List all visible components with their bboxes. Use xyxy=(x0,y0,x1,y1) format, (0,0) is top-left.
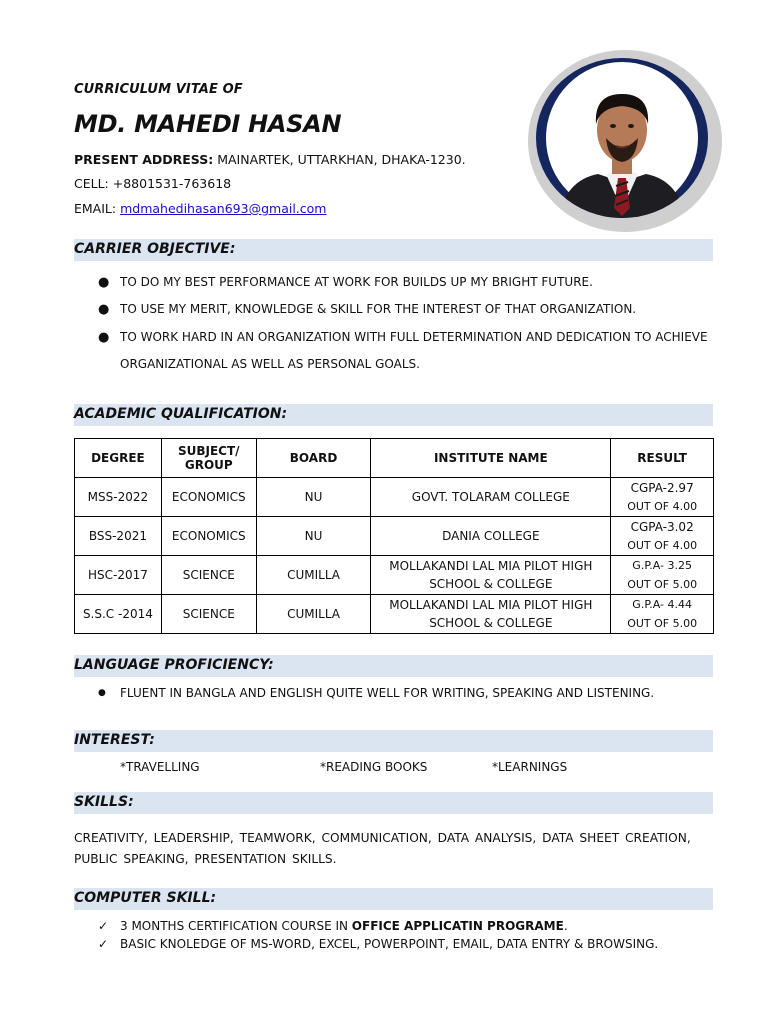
header-degree: DEGREE xyxy=(75,439,162,478)
computer-text-prefix: 3 MONTHS CERTIFICATION COURSE IN xyxy=(120,919,352,933)
language-section-bar xyxy=(74,655,713,677)
academic-title: ACADEMIC QUALIFICATION: xyxy=(74,406,288,422)
table-row xyxy=(75,478,714,517)
header-result: RESULT xyxy=(611,439,714,478)
result-value: G.P.A- 3.25 xyxy=(632,559,692,572)
computer-section-bar xyxy=(74,888,713,910)
cell-board: NU xyxy=(256,478,371,517)
skills-section-bar xyxy=(74,792,713,814)
cv-label: CURRICULUM VITAE OF xyxy=(74,82,243,97)
table-row xyxy=(75,517,714,556)
bullet-icon: ● xyxy=(98,302,110,317)
skills-title: SKILLS: xyxy=(74,794,134,810)
institute-line: SCHOOL & COLLEGE xyxy=(429,616,553,630)
header-institute: INSTITUTE NAME xyxy=(371,439,611,478)
cell-subject: ECONOMICS xyxy=(161,517,256,556)
result-value: CGPA-2.97 xyxy=(630,480,694,495)
check-icon: ✓ xyxy=(98,919,109,933)
computer-text-suffix: . xyxy=(563,919,568,933)
cell-board: NU xyxy=(256,517,371,556)
computer-text xyxy=(120,919,568,933)
computer-text: BASIC KNOLEDGE OF MS-WORD, EXCEL, POWERPOINT, EMAIL, DATA ENTRY & BROWSING. xyxy=(120,937,659,951)
objective-text: TO DO MY BEST PERFORMANCE AT WORK FOR BUILDS UP MY BRIGHT FUTURE. xyxy=(120,275,593,289)
cell-institute xyxy=(371,556,611,595)
address-value: MAINARTEK, UTTARKHAN, DHAKA-1230. xyxy=(213,152,466,167)
skills-line: CREATIVITY, LEADERSHIP, TEAMWORK, COMMUNICATION, DATA ANALYSIS, DATA SHEET CREATION, xyxy=(74,831,691,845)
result-value: G.P.A- 4.44 xyxy=(632,598,692,611)
header-group-line: GROUP xyxy=(184,458,233,472)
profile-photo-illustration xyxy=(536,58,708,218)
result-scale: OUT OF 4.00 xyxy=(627,499,698,513)
result-value: CGPA-3.02 xyxy=(630,519,694,534)
table-row xyxy=(75,595,714,634)
header-board: BOARD xyxy=(256,439,371,478)
result-scale: OUT OF 4.00 xyxy=(627,538,698,552)
computer-text-bold: OFFICE APPLICATIN PROGRAME xyxy=(351,919,564,933)
academic-section-bar xyxy=(74,404,713,426)
photo-frame xyxy=(528,50,722,232)
cell-subject: SCIENCE xyxy=(161,556,256,595)
cell-institute xyxy=(371,595,611,634)
header-subject-line: SUBJECT/ xyxy=(177,444,240,458)
computer-title: COMPUTER SKILL: xyxy=(74,890,217,906)
interest-item: *LEARNINGS xyxy=(492,760,568,774)
bullet-icon: ● xyxy=(98,330,110,345)
cell-result xyxy=(611,556,714,595)
cell-institute: GOVT. TOLARAM COLLEGE xyxy=(371,478,611,517)
language-text: FLUENT IN BANGLA AND ENGLISH QUITE WELL FOR WRITING, SPEAKING AND LISTENING. xyxy=(120,686,655,700)
cell-subject: SCIENCE xyxy=(161,595,256,634)
bullet-icon: ● xyxy=(98,688,106,698)
institute-line: MOLLAKANDI LAL MIA PILOT HIGH xyxy=(389,598,593,612)
header-subject xyxy=(161,439,256,478)
candidate-name: MD. MAHEDI HASAN xyxy=(74,110,342,138)
objective-title: CARRIER OBJECTIVE: xyxy=(74,241,236,257)
cell-line: CELL: +8801531-763618 xyxy=(74,176,232,191)
objective-section-bar xyxy=(74,239,713,261)
result-scale: OUT OF 5.00 xyxy=(627,617,698,630)
table-row xyxy=(75,556,714,595)
email-line xyxy=(74,201,326,216)
language-title: LANGUAGE PROFICIENCY: xyxy=(74,657,274,673)
skills-line: PUBLIC SPEAKING, PRESENTATION SKILLS. xyxy=(74,852,337,866)
table-header-row xyxy=(75,439,714,478)
cell-degree: BSS-2021 xyxy=(75,517,162,556)
skills-text xyxy=(74,828,714,870)
check-icon: ✓ xyxy=(98,937,109,951)
cell-subject: ECONOMICS xyxy=(161,478,256,517)
cell-result xyxy=(611,517,714,556)
objective-text: TO WORK HARD IN AN ORGANIZATION WITH FULL DETERMINATION AND DEDICATION TO ACHIEVE xyxy=(120,330,708,344)
interest-item: *READING BOOKS xyxy=(320,760,428,774)
cell-degree: HSC-2017 xyxy=(75,556,162,595)
email-label: EMAIL: xyxy=(74,201,121,216)
cell-degree: MSS-2022 xyxy=(75,478,162,517)
interest-section-bar xyxy=(74,730,713,752)
profile-photo xyxy=(536,58,708,218)
cell-result xyxy=(611,595,714,634)
cell-board: CUMILLA xyxy=(256,556,371,595)
interest-item: *TRAVELLING xyxy=(120,760,200,774)
bullet-icon: ● xyxy=(98,275,110,290)
objective-text: TO USE MY MERIT, KNOWLEDGE & SKILL FOR THE INTEREST OF THAT ORGANIZATION. xyxy=(120,302,637,316)
objective-text: ORGANIZATIONAL AS WELL AS PERSONAL GOALS. xyxy=(120,357,420,371)
institute-line: SCHOOL & COLLEGE xyxy=(429,577,553,591)
academic-table xyxy=(74,438,714,634)
result-scale: OUT OF 5.00 xyxy=(627,578,698,591)
address-label: PRESENT ADDRESS: xyxy=(74,152,214,167)
cell-board: CUMILLA xyxy=(256,595,371,634)
email-link[interactable]: mdmahedihasan693@gmail.com xyxy=(120,201,327,216)
cell-institute: DANIA COLLEGE xyxy=(371,517,611,556)
address-line xyxy=(74,152,466,167)
cell-degree: S.S.C -2014 xyxy=(75,595,162,634)
cell-result xyxy=(611,478,714,517)
institute-line: MOLLAKANDI LAL MIA PILOT HIGH xyxy=(389,559,593,573)
interest-title: INTEREST: xyxy=(74,732,155,748)
